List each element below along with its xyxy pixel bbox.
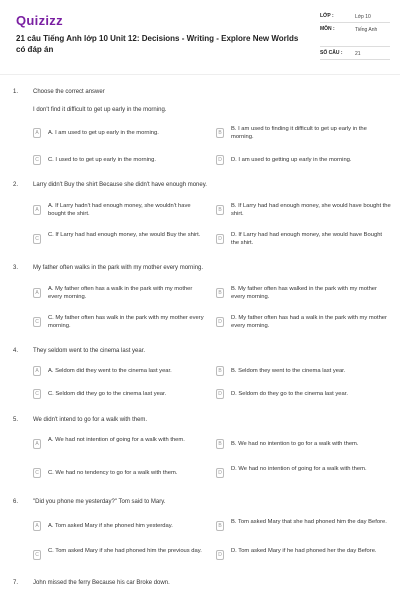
option-text: A. We had not intention of going for a walk with them. (48, 437, 185, 443)
subject-label: MÔN : (320, 26, 335, 32)
option-text: D. We had no intention of going for a walk with them. (231, 466, 367, 472)
option-text: D. Tom asked Mary if he had phoned her the day Before. (231, 548, 377, 554)
option-letter-box[interactable]: D (216, 155, 224, 165)
question-number: 1. (13, 89, 19, 95)
option-letter-box[interactable]: B (216, 128, 224, 138)
option-text: C. I used to to get up early in the morning. (48, 157, 156, 163)
option-text: C. My father often has walk in the park with my mother every morning. (48, 315, 204, 329)
option-letter-box[interactable]: A (33, 288, 41, 298)
option-text: C. We had no tendency to go for a walk with them. (48, 470, 178, 476)
divider (320, 59, 390, 60)
question-text: My father often walks in the park with my mother every morning. (33, 265, 204, 271)
question-text: "Did you phone me yesterday?" Tom said to Mary. (33, 499, 166, 505)
question-text: They seldom went to the cinema last year. (33, 348, 146, 354)
meta-subject-row (320, 23, 390, 47)
option-text: D. I am used to getting up early in the morning. (231, 157, 352, 163)
quizizz-logo[interactable]: Quizizz (16, 13, 63, 28)
class-value: Lớp 10 (355, 14, 371, 20)
option-letter-box[interactable]: B (216, 439, 224, 449)
option-letter-box[interactable]: B (216, 521, 224, 531)
option-text: B. My father often has walked in the park with my mother every morning. (231, 286, 377, 300)
meta-count-row (320, 47, 390, 60)
option-text: A. If Larry hadn't had enough money, she wouldn't have bought the shirt. (48, 203, 191, 217)
count-label: SỐ CÂU : (320, 50, 343, 56)
question-number: 3. (13, 265, 19, 271)
option-letter-box[interactable]: D (216, 389, 224, 399)
option-letter-box[interactable]: A (33, 205, 41, 215)
option-letter-box[interactable]: B (216, 205, 224, 215)
subject-value: Tiếng Anh (355, 27, 378, 33)
option-text: C. Seldom did they go to the cinema last year. (48, 391, 167, 397)
option-letter-box[interactable]: B (216, 288, 224, 298)
question-number: 7. (13, 580, 19, 586)
option-letter-box[interactable]: C (33, 317, 41, 327)
option-text: A. Seldom did they went to the cinema last year. (48, 368, 172, 374)
option-text: C. Tom asked Mary if she had phoned him the previous day. (48, 548, 202, 554)
question-number: 5. (13, 417, 19, 423)
option-text: B. I am used to finding it difficult to get up early in the morning. (231, 126, 367, 140)
option-text: D. My father often has had a walk in the park with my mother every morning. (231, 315, 387, 329)
option-letter-box[interactable]: A (33, 439, 41, 449)
option-text: B. We had no intention to go for a walk with them. (231, 441, 359, 447)
question-text: Choose the correct answer (33, 89, 105, 95)
option-letter-box[interactable]: D (216, 550, 224, 560)
option-letter-box[interactable]: A (33, 366, 41, 376)
option-letter-box[interactable]: D (216, 234, 224, 244)
header-divider (0, 74, 400, 75)
question-number: 6. (13, 499, 19, 505)
option-text: B. Tom asked Mary that she had phoned him the day Before. (231, 519, 387, 525)
page-title: 21 câu Tiếng Anh lớp 10 Unit 12: Decisions - Writing - Explore New Worlds có đáp án (16, 34, 299, 54)
option-text: D. Seldom do they go to the cinema last year. (231, 391, 348, 397)
count-value: 21 (355, 51, 361, 57)
question-text: We didn't intend to go for a walk with them. (33, 417, 148, 423)
option-letter-box[interactable]: D (216, 317, 224, 327)
option-letter-box[interactable]: C (33, 468, 41, 478)
option-letter-box[interactable]: C (33, 155, 41, 165)
option-text: C. If Larry had had enough money, she would Buy the shirt. (48, 232, 201, 238)
option-text: D. If Larry had had enough money, she would have Bought the shirt. (231, 232, 383, 246)
meta-class-row (320, 10, 390, 23)
question-number: 4. (13, 348, 19, 354)
option-text: A. My father often has a walk in the park with my mother every morning. (48, 286, 193, 300)
option-letter-box[interactable]: A (33, 521, 41, 531)
option-letter-box[interactable]: B (216, 366, 224, 376)
option-letter-box[interactable]: D (216, 468, 224, 478)
option-letter-box[interactable]: C (33, 550, 41, 560)
option-text: A. I am used to get up early in the morning. (48, 130, 159, 136)
question-text: John missed the ferry Because his car Broke down. (33, 580, 170, 586)
option-text: B. If Larry had had enough money, she would have bought the shirt. (231, 203, 391, 217)
option-text: B. Seldom they went to the cinema last year. (231, 368, 346, 374)
meta-panel (320, 10, 390, 60)
class-label: LỚP : (320, 13, 334, 19)
question-subtext: I don't find it difficult to get up early in the morning. (33, 107, 167, 113)
worksheet-header (0, 0, 400, 74)
option-letter-box[interactable]: A (33, 128, 41, 138)
option-letter-box[interactable]: C (33, 234, 41, 244)
option-letter-box[interactable]: C (33, 389, 41, 399)
question-text: Larry didn't Buy the shirt Because she didn't have enough money. (33, 182, 207, 188)
option-text: A. Tom asked Mary if she phoned him yesterday. (48, 523, 173, 529)
question-number: 2. (13, 182, 19, 188)
